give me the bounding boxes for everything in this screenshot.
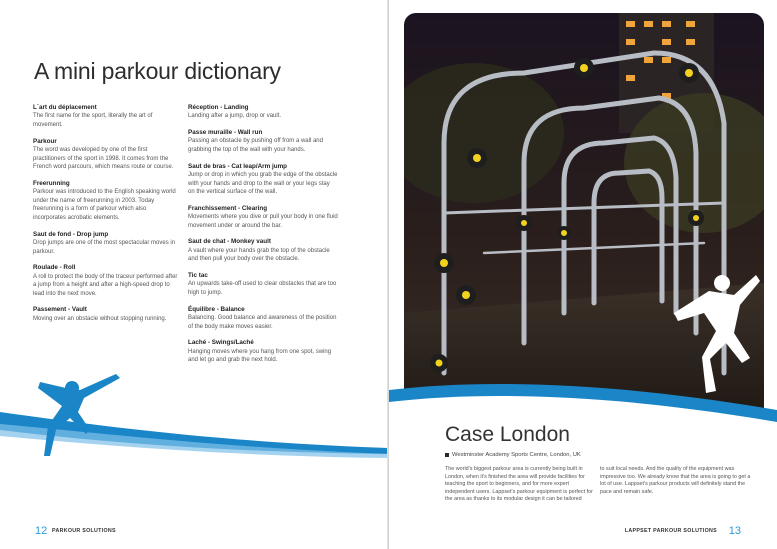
entry-term: Franchissement - Clearing bbox=[188, 204, 268, 212]
entry-term: Saut de chat - Monkey vault bbox=[188, 238, 271, 246]
entry-term: Roulade - Roll bbox=[33, 264, 76, 272]
dictionary-entry bbox=[188, 163, 338, 197]
left-page bbox=[0, 0, 388, 549]
entry-term: Saut de fond - Drop jump bbox=[33, 230, 109, 238]
entry-term: Passe muraille - Wall run bbox=[188, 129, 263, 136]
entry-term: Réception - Landing bbox=[188, 104, 249, 111]
dictionary-entry bbox=[188, 272, 338, 298]
entry-term: L´art du déplacement bbox=[33, 104, 97, 111]
page-title: A mini parkour dictionary bbox=[34, 58, 281, 84]
footer-label: LAPPSET PARKOUR SOLUTIONS bbox=[624, 528, 717, 534]
dictionary-entry bbox=[33, 138, 179, 172]
entry-term: Laché - Swings/Laché bbox=[188, 339, 254, 347]
right-page bbox=[389, 0, 777, 549]
page-number: 13 bbox=[728, 525, 741, 537]
entry-definition: Hanging moves where you hang from one spot, swing and let go and grab the next hold. bbox=[188, 348, 332, 364]
dictionary-entry bbox=[33, 306, 179, 323]
dictionary-entry bbox=[33, 180, 179, 223]
entry-definition: The word was developed by one of the first practitioners of the sport in 1998. It comes from the French word parcours, which means route or course. bbox=[33, 147, 174, 171]
dictionary-entry bbox=[33, 264, 179, 298]
entry-definition: Balancing. Good balance and awareness of the position of the body make moves easier. bbox=[188, 314, 337, 330]
entry-definition: Moving over an obstacle without stopping running. bbox=[33, 315, 167, 322]
dictionary-entry bbox=[188, 306, 338, 332]
entry-definition: Parkour was introduced to the English speaking world under the name of freerunning in 2003. Today freerunning is a form of parkour which also incorporates acrobatic elements. bbox=[33, 189, 176, 221]
parkour-silhouette-icon bbox=[20, 360, 130, 460]
bullet-square-icon bbox=[445, 453, 449, 457]
case-location: Westminster Academy Sports Centre, London, UK bbox=[452, 452, 581, 458]
case-title: Case London bbox=[445, 423, 570, 446]
entry-definition: Jump or drop in which you grab the edge of the obstacle with your hands and drop to the wall or your legs stay on the vertical surface of the wall. bbox=[188, 172, 338, 196]
page-number: 12 bbox=[35, 525, 48, 537]
entry-term: Freerunning bbox=[33, 179, 70, 187]
entry-definition: A vault where your hands grab the top of the obstacle and then pull your body over the obstacle. bbox=[188, 247, 330, 263]
dictionary-entry bbox=[188, 238, 338, 264]
entry-term: Saut de bras - Cat leap/Arm jump bbox=[188, 162, 288, 170]
entry-term: Tic tac bbox=[188, 271, 208, 279]
dictionary-entry bbox=[188, 129, 338, 155]
entry-term: Parkour bbox=[33, 137, 57, 145]
dictionary-entry bbox=[33, 104, 179, 130]
entry-definition: Drop jumps are one of the most spectacular moves in parkour. bbox=[33, 239, 176, 255]
dictionary-column-a bbox=[33, 104, 179, 331]
entry-definition: Landing after a jump, drop or vault. bbox=[188, 113, 282, 120]
dictionary-entry bbox=[188, 104, 338, 121]
dictionary-entry bbox=[33, 231, 179, 257]
entry-definition: The first name for the sport, literally the art of movement. bbox=[33, 113, 153, 128]
entry-definition: An upwards take-off used to clear obstacles that are too high to jump. bbox=[188, 281, 337, 296]
entry-definition: Passing an obstacle by pushing off from a wall and grabbing the top of the wall with your hands. bbox=[188, 138, 323, 153]
entry-term: Équilibre - Balance bbox=[188, 305, 245, 313]
body-text-column-b: to suit local needs. And the quality of the equipment was impressive too. We already know that the area is going to get a lot of use. Lappset's parkour products will definitely stand the pace and remain safe. bbox=[600, 466, 751, 495]
entry-definition: A roll to protect the body of the traceur performed after a jump from a height and after a high-speed drop to lead into the next move. bbox=[33, 273, 178, 297]
dictionary-column-b bbox=[188, 104, 338, 373]
entry-definition: Movements where you dive or pull your body in one fluid movement under or around the bar. bbox=[188, 214, 338, 229]
footer-label: PARKOUR SOLUTIONS bbox=[52, 528, 116, 534]
entry-term: Passement - Vault bbox=[33, 306, 87, 314]
body-text-column-a: The world's biggest parkour area is currently being built in London, when it's finished the area will provide facilities for teaching the sport to beginners, and for more expert independent users. Lappset's parkour equipment is perfect for the area as thanks to its modular design it can be tailored bbox=[445, 466, 593, 503]
case-subtitle bbox=[445, 452, 581, 458]
dictionary-entry bbox=[188, 205, 338, 231]
